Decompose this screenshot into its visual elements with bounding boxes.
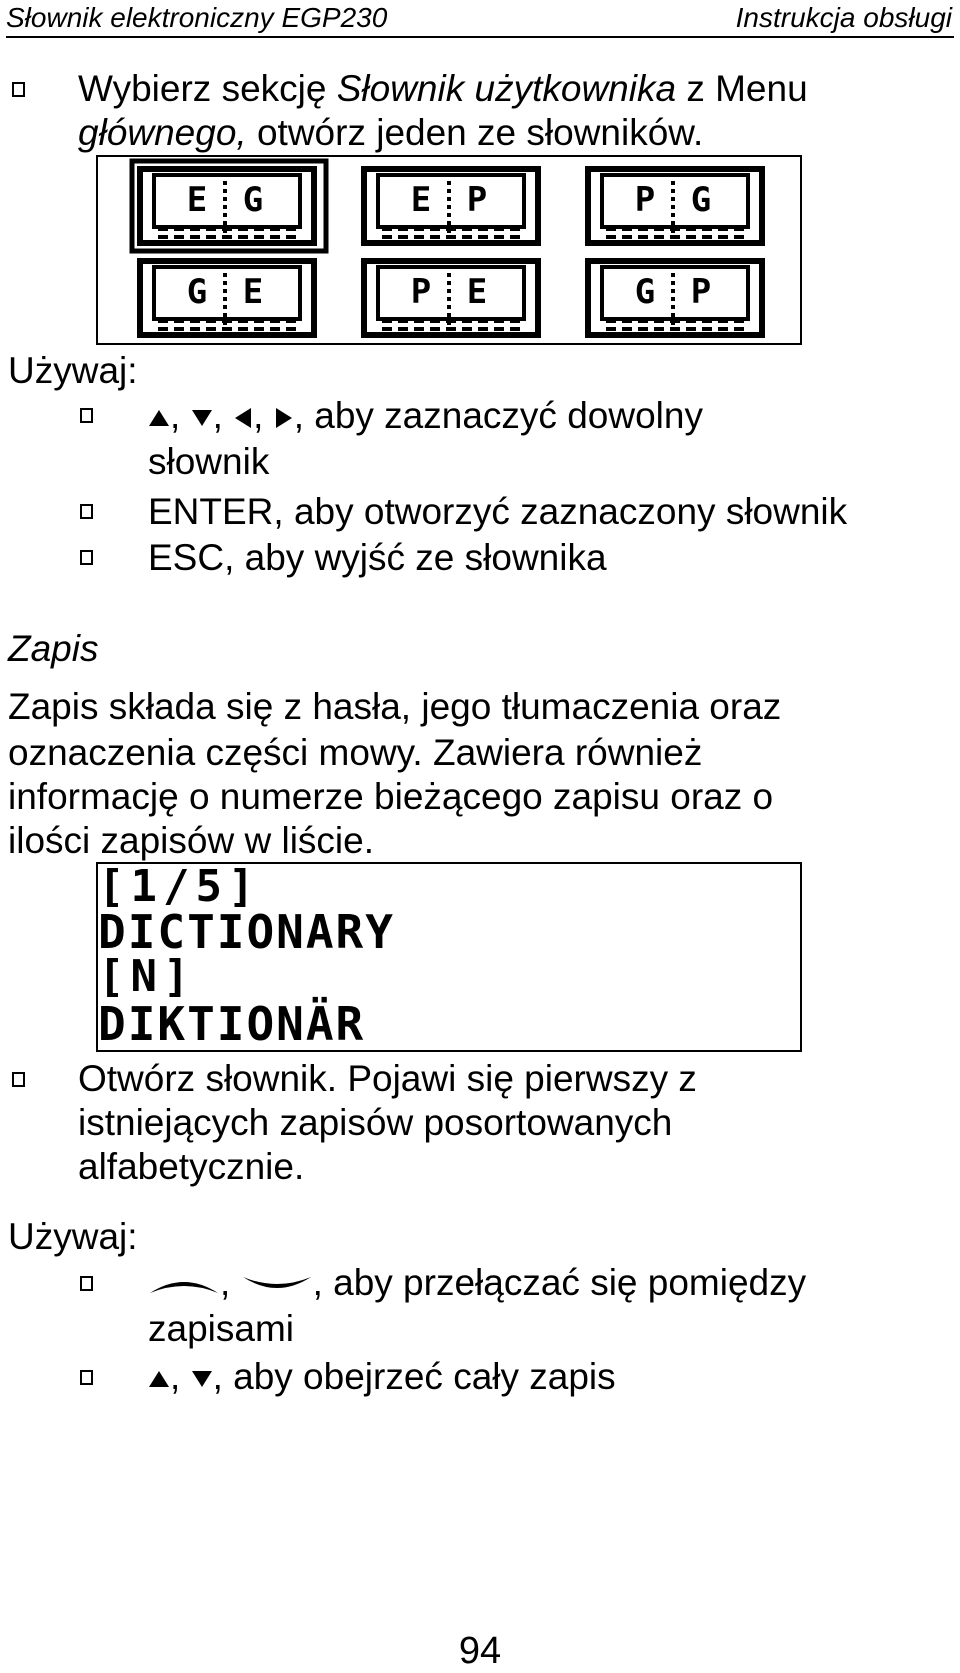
separator: , — [212, 395, 223, 436]
bullet-marker — [12, 1072, 25, 1087]
use-item-enter: ENTER, aby otworzyć zaznaczony słownik — [148, 491, 848, 532]
separator: , — [170, 395, 181, 436]
intro-line-1 — [78, 66, 808, 112]
arrow-down-icon — [191, 1369, 213, 1389]
section-para-line: ilości zapisów w liście. — [8, 820, 374, 861]
header-rule — [6, 36, 954, 38]
dictionary-letter: G — [690, 180, 712, 220]
bullet-marker — [80, 1276, 93, 1291]
dictionary-letter: E — [242, 272, 264, 312]
dictionary-letter: G — [242, 180, 264, 220]
bullet-marker — [80, 504, 93, 519]
dictionary-letter: P — [466, 180, 488, 220]
use-item-text: , aby przełączać się pomiędzy — [312, 1262, 807, 1303]
use-item-cont: słownik — [148, 441, 270, 482]
step-line: Otwórz słownik. Pojawi się pierwszy z — [78, 1058, 697, 1099]
separator: , — [220, 1262, 231, 1303]
section-para-line: informację o numerze bieżącego zapisu oraz o — [8, 776, 774, 817]
intro-text: Wybierz sekcję — [78, 68, 337, 109]
intro-text: otwórz jeden ze słowników. — [246, 112, 704, 153]
intro-line-2 — [78, 110, 703, 156]
bullet-marker — [80, 408, 93, 423]
use-label: Używaj: — [8, 350, 138, 391]
use-item-text: , aby zaznaczyć dowolny — [293, 395, 703, 436]
bullet-marker — [12, 82, 25, 97]
dictionary-letter: P — [690, 272, 712, 312]
page-number: 94 — [458, 1630, 502, 1672]
separator: , — [170, 1356, 181, 1397]
use-item-esc: ESC, aby wyjść ze słownika — [148, 537, 607, 578]
dictionary-icon-ge[interactable] — [140, 261, 314, 335]
page-down-icon — [241, 1273, 313, 1297]
entry-headword: DICTIONARY — [98, 905, 395, 959]
step-line: istniejących zapisów posortowanych — [78, 1102, 673, 1143]
entry-part-of-speech: [N] — [98, 951, 196, 1002]
dictionary-icon-pe[interactable] — [364, 261, 538, 335]
dictionary-icon-gp[interactable] — [588, 261, 762, 335]
dictionary-icons-canvas — [98, 157, 800, 343]
document-section: Instrukcja obsługi — [735, 2, 952, 33]
arrow-right-icon — [274, 407, 294, 429]
bullet-marker — [80, 1370, 93, 1385]
bullet-marker — [80, 550, 93, 565]
dictionary-icon-ep[interactable] — [364, 169, 538, 243]
intro-italic: Słownik użytkownika — [336, 68, 677, 109]
dictionary-letter: G — [634, 272, 656, 312]
section-title: Zapis — [8, 628, 99, 669]
separator: , — [253, 395, 264, 436]
page-up-icon — [148, 1273, 220, 1297]
arrow-down-icon — [191, 408, 213, 428]
arrow-up-icon — [148, 408, 170, 428]
document-title: Słownik elektroniczny EGP230 — [6, 2, 388, 33]
dictionary-letter: E — [186, 180, 208, 220]
dictionary-letter: P — [634, 180, 656, 220]
entry-translation: DIKTIONÄR — [98, 997, 366, 1051]
use-item-arrows — [148, 393, 703, 439]
dictionary-icon-eg[interactable] — [132, 161, 326, 251]
dictionary-letter: G — [186, 272, 208, 312]
step-line: alfabetycznie. — [78, 1146, 305, 1187]
dictionary-selection-screen — [96, 155, 802, 345]
dictionary-icon-pg[interactable] — [588, 169, 762, 243]
use-label: Używaj: — [8, 1216, 138, 1257]
use-item-page-keys — [148, 1260, 806, 1306]
page-header — [0, 0, 960, 40]
entry-screen — [96, 862, 802, 1052]
dictionary-letter: P — [410, 272, 432, 312]
use-item-scroll — [148, 1354, 616, 1400]
use-item-text: , aby obejrzeć cały zapis — [212, 1356, 616, 1397]
intro-italic: głównego, — [78, 112, 247, 153]
use-item-cont: zapisami — [148, 1308, 294, 1349]
dictionary-letter: E — [466, 272, 488, 312]
entry-counter: [1/5] — [98, 861, 261, 912]
arrow-up-icon — [148, 1369, 170, 1389]
arrow-left-icon — [233, 407, 253, 429]
intro-text: z Menu — [676, 68, 808, 109]
section-para-line: oznaczenia części mowy. Zawiera również — [8, 732, 703, 773]
section-para-line: Zapis składa się z hasła, jego tłumaczenia oraz — [8, 686, 782, 727]
dictionary-letter: E — [410, 180, 432, 220]
